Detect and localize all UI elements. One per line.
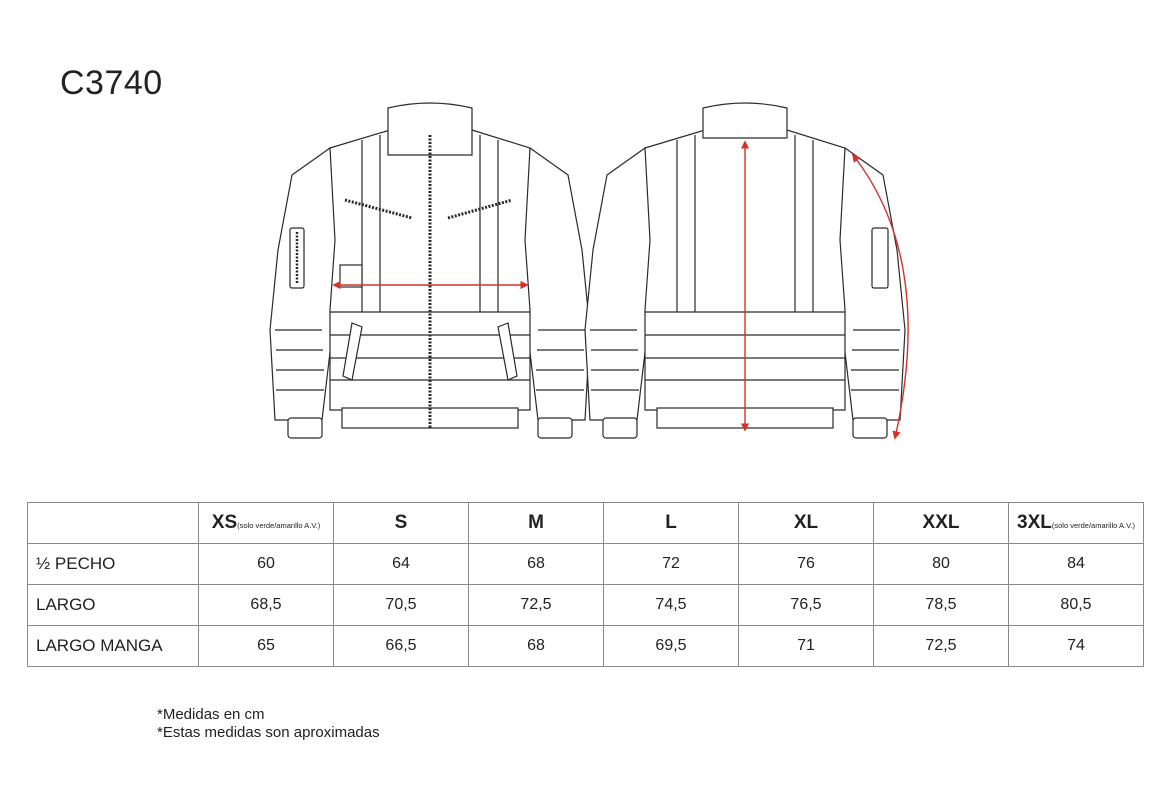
table-cell: 60 bbox=[199, 544, 334, 585]
table-cell: 72 bbox=[604, 544, 739, 585]
header-size-3xl bbox=[1009, 503, 1144, 544]
table-cell: 69,5 bbox=[604, 626, 739, 667]
size-label: 3XL bbox=[1017, 512, 1052, 533]
table-row bbox=[28, 544, 1144, 585]
table-header-row bbox=[28, 503, 1144, 544]
table-cell: 80 bbox=[874, 544, 1009, 585]
table-cell: 72,5 bbox=[469, 585, 604, 626]
footnotes bbox=[157, 706, 380, 742]
header-size-l bbox=[604, 503, 739, 544]
table-cell: 72,5 bbox=[874, 626, 1009, 667]
header-size-xs bbox=[199, 503, 334, 544]
header-size-m bbox=[469, 503, 604, 544]
table-cell: 70,5 bbox=[334, 585, 469, 626]
row-label: LARGO MANGA bbox=[28, 626, 199, 667]
product-code: C3740 bbox=[60, 64, 163, 102]
table-cell: 71 bbox=[739, 626, 874, 667]
size-note: (solo verde/amarillo A.V.) bbox=[237, 521, 321, 530]
table-cell: 80,5 bbox=[1009, 585, 1144, 626]
table-row bbox=[28, 626, 1144, 667]
header-empty-cell bbox=[28, 503, 199, 544]
size-label: XS bbox=[211, 512, 238, 533]
table-cell: 66,5 bbox=[334, 626, 469, 667]
table-cell: 76 bbox=[739, 544, 874, 585]
footnote-units: *Medidas en cm bbox=[157, 706, 265, 723]
header-size-s bbox=[334, 503, 469, 544]
size-label: XXL bbox=[922, 512, 960, 533]
size-label: XL bbox=[793, 512, 819, 533]
table-cell: 68,5 bbox=[199, 585, 334, 626]
size-note: (solo verde/amarillo A.V.) bbox=[1051, 521, 1135, 530]
table-cell: 78,5 bbox=[874, 585, 1009, 626]
row-label: LARGO bbox=[28, 585, 199, 626]
size-label: S bbox=[394, 512, 408, 533]
table-cell: 65 bbox=[199, 626, 334, 667]
header-size-xl bbox=[739, 503, 874, 544]
size-label: L bbox=[665, 512, 677, 533]
size-chart-table bbox=[27, 502, 1144, 667]
table-cell: 74 bbox=[1009, 626, 1144, 667]
header-size-xxl bbox=[874, 503, 1009, 544]
table-cell: 84 bbox=[1009, 544, 1144, 585]
table-row bbox=[28, 585, 1144, 626]
table-cell: 64 bbox=[334, 544, 469, 585]
row-label: ½ PECHO bbox=[28, 544, 199, 585]
footnote-approximate: *Estas medidas son aproximadas bbox=[157, 724, 380, 741]
table-cell: 76,5 bbox=[739, 585, 874, 626]
jacket-front-drawing bbox=[270, 103, 590, 438]
table-cell: 74,5 bbox=[604, 585, 739, 626]
size-label: M bbox=[528, 512, 544, 533]
table-cell: 68 bbox=[469, 626, 604, 667]
table-cell: 68 bbox=[469, 544, 604, 585]
